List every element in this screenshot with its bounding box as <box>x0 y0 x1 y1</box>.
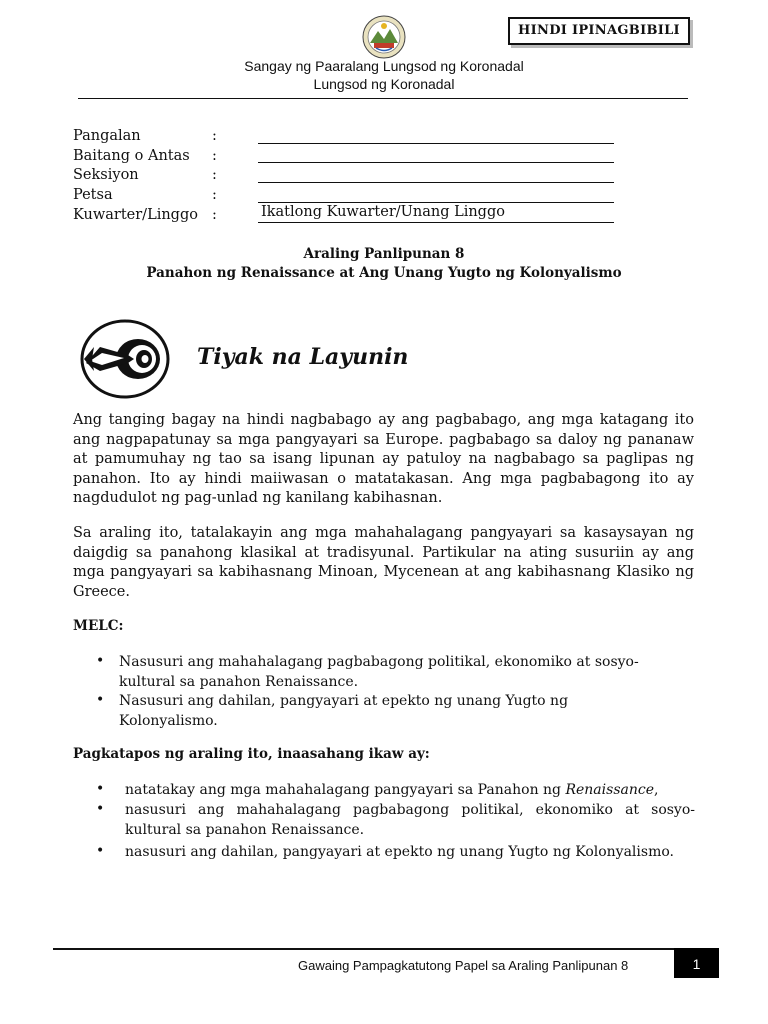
field-label-grade: Baitang o Antas <box>73 148 190 164</box>
field-label-date: Petsa <box>73 187 113 203</box>
field-colon: : <box>212 187 217 203</box>
target-arrow-icon <box>80 319 170 399</box>
page-number: 1 <box>674 948 719 978</box>
section-field-line[interactable] <box>258 182 614 183</box>
goal-emphasis: Renaissance <box>565 782 654 798</box>
goal-punct: , <box>654 782 659 798</box>
bullet-icon: • <box>96 801 105 817</box>
field-colon: : <box>212 128 217 144</box>
not-for-sale-badge: HINDI IPINAGBIBILI <box>508 17 690 45</box>
field-colon: : <box>212 148 217 164</box>
goal-item: nasusuri ang dahilan, pangyayari at epekto ng unang Yugto ng Kolonyalismo. <box>125 844 674 860</box>
grade-field-line[interactable] <box>258 162 614 163</box>
topic-title: Panahon ng Renaissance at Ang Unang Yugto ng Kolonyalismo <box>146 265 622 281</box>
city-name: Lungsod ng Koronadal <box>313 76 455 92</box>
footer-text: Gawaing Pampagkatutong Papel sa Araling Panlipunan 8 <box>298 958 629 973</box>
bullet-icon: • <box>96 781 105 797</box>
field-label-name: Pangalan <box>73 128 141 144</box>
bullet-icon: • <box>96 692 105 708</box>
section-title: Tiyak na Layunin <box>197 344 409 370</box>
subject-title: Araling Panlipunan 8 <box>303 246 465 262</box>
melc-item: Nasusuri ang dahilan, pangyayari at epekto ng unang Yugto ng Kolonyalismo. <box>119 693 569 729</box>
goal-item: nasusuri ang mahahalagang pagbabagong politikal, ekonomiko at sosyo-kultural sa panahon Renaissance. <box>125 802 695 838</box>
bullet-icon: • <box>96 843 105 859</box>
lesson-paragraph: Sa araling ito, tatalakayin ang mga mahahalagang pangyayari sa kasaysayan ng daigdig sa panahong klasikal at tradisyunal. Partikular na ating susuriin ay ang mga pangyayari sa kabihasnang Minoan, Mycenean at ang kabihasnang Klasiko ng Greece. <box>73 525 694 600</box>
field-colon: : <box>212 167 217 183</box>
goal-text: natatakay ang mga mahahalagang pangyayari sa Panahon ng <box>125 782 566 798</box>
footer-divider <box>53 948 719 950</box>
goals-heading: Pagkatapos ng araling ito, inaasahang ikaw ay: <box>73 746 430 762</box>
intro-paragraph: Ang tanging bagay na hindi nagbabago ay ang pagbabago, ang mga katagang ito ang nagpapatunay sa mga pangyayari sa Europe. pagbabago sa daloy ng pananaw at pamumuhay ng tao sa isang lipunan ay patuloy na nagbabago sa paglipas ng panahon. Ito ay hindi maiiwasan o matatakasan. Ang mga pagbabagong ito ay nagdudulot ng pag-unlad ng kanilang kabihasnan. <box>73 412 694 507</box>
quarter-week-value: Ikatlong Kuwarter/Unang Linggo <box>261 204 505 220</box>
melc-item: Nasusuri ang mahahalagang pagbabagong politikal, ekonomiko at sosyo-kultural sa panahon Renaissance. <box>119 654 639 690</box>
header-divider <box>78 98 688 99</box>
date-field-line[interactable] <box>258 202 614 203</box>
melc-label: MELC: <box>73 618 124 634</box>
field-colon: : <box>212 207 217 223</box>
name-field-line[interactable] <box>258 143 614 144</box>
division-seal-logo <box>362 15 406 59</box>
quarter-week-field-line[interactable] <box>258 222 614 223</box>
bullet-icon: • <box>96 653 105 669</box>
field-label-quarter-week: Kuwarter/Linggo <box>73 207 198 223</box>
goal-item <box>125 781 695 801</box>
field-label-section: Seksiyon <box>73 167 139 183</box>
division-name: Sangay ng Paaralang Lungsod ng Koronadal <box>244 58 524 74</box>
